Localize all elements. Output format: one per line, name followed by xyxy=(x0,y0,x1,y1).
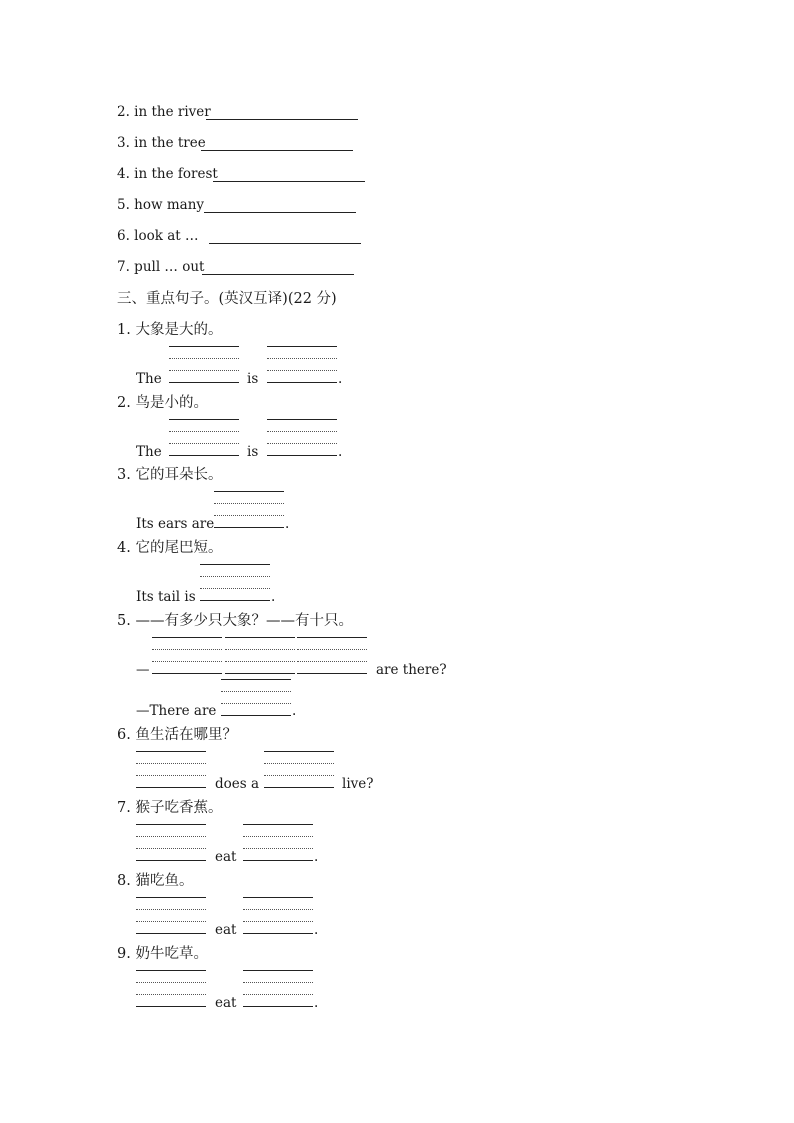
writing-line-dotted xyxy=(225,661,295,662)
writing-line-dotted xyxy=(243,921,313,922)
writing-line-dotted xyxy=(152,661,222,662)
sentence-prompt: 3. 它的耳朵长。 xyxy=(117,467,223,483)
writing-line-dotted xyxy=(243,848,313,849)
phrase-text: 3. in the tree xyxy=(117,135,206,151)
writing-line-base[interactable] xyxy=(243,933,313,934)
writing-line-dotted xyxy=(169,358,239,359)
writing-line-dotted xyxy=(169,370,239,371)
writing-line-dotted xyxy=(152,649,222,650)
sentence-word: eat xyxy=(215,922,237,938)
writing-line-dotted xyxy=(136,763,206,764)
sentence-punct: . xyxy=(292,703,297,719)
sentence-prompt: 1. 大象是大的。 xyxy=(117,322,223,338)
writing-line-dotted xyxy=(136,982,206,983)
answer-line[interactable] xyxy=(202,274,354,275)
answer-line[interactable] xyxy=(204,212,356,213)
sentence-word: —There are xyxy=(136,703,217,719)
sentence-word: eat xyxy=(215,849,237,865)
writing-line-base[interactable] xyxy=(243,1006,313,1007)
sentence-prompt: 4. 它的尾巴短。 xyxy=(117,540,223,556)
sentence-prompt: 8. 猫吃鱼。 xyxy=(117,873,194,889)
writing-line-base[interactable] xyxy=(267,455,337,456)
writing-line-base[interactable] xyxy=(243,860,313,861)
writing-line-base[interactable] xyxy=(225,673,295,674)
sentence-word: are there? xyxy=(376,662,447,678)
writing-line-dotted xyxy=(136,836,206,837)
writing-line-base[interactable] xyxy=(136,860,206,861)
writing-line-top xyxy=(136,970,206,971)
writing-line-top xyxy=(136,897,206,898)
writing-line-dotted xyxy=(136,775,206,776)
writing-line-dotted xyxy=(136,921,206,922)
writing-line-dotted xyxy=(136,848,206,849)
writing-line-dotted xyxy=(243,982,313,983)
sentence-punct: . xyxy=(271,589,276,605)
sentence-prompt: 5. ——有多少只大象？——有十只。 xyxy=(117,613,353,629)
writing-line-base[interactable] xyxy=(136,933,206,934)
sentence-word: is xyxy=(247,371,259,387)
writing-line-top xyxy=(169,346,239,347)
writing-line-dotted xyxy=(169,443,239,444)
writing-line-top xyxy=(200,564,270,565)
writing-line-top xyxy=(297,637,367,638)
writing-line-dotted xyxy=(264,775,334,776)
sentence-prompt: 9. 奶牛吃草。 xyxy=(117,946,208,962)
writing-line-base[interactable] xyxy=(267,382,337,383)
writing-line-top xyxy=(136,824,206,825)
writing-line-dotted xyxy=(136,909,206,910)
writing-line-base[interactable] xyxy=(136,1006,206,1007)
writing-line-dotted xyxy=(267,358,337,359)
writing-line-top xyxy=(225,637,295,638)
sentence-word: is xyxy=(247,444,259,460)
writing-line-dotted xyxy=(243,909,313,910)
sentence-word: The xyxy=(136,371,162,387)
writing-line-base[interactable] xyxy=(169,455,239,456)
phrase-text: 7. pull … out xyxy=(117,259,205,275)
sentence-word: eat xyxy=(215,995,237,1011)
writing-line-dotted xyxy=(267,443,337,444)
sentence-punct: . xyxy=(314,995,319,1011)
writing-line-top xyxy=(221,679,291,680)
sentence-punct: . xyxy=(338,444,343,460)
writing-line-top xyxy=(214,491,284,492)
writing-line-top xyxy=(136,751,206,752)
writing-line-top xyxy=(267,419,337,420)
sentence-punct: . xyxy=(338,371,343,387)
writing-line-base[interactable] xyxy=(264,787,334,788)
writing-line-dotted xyxy=(221,703,291,704)
writing-line-base[interactable] xyxy=(221,715,291,716)
writing-line-dotted xyxy=(267,431,337,432)
writing-line-base[interactable] xyxy=(136,787,206,788)
writing-line-dotted xyxy=(264,763,334,764)
writing-line-dotted xyxy=(243,836,313,837)
answer-line[interactable] xyxy=(213,181,365,182)
writing-line-top xyxy=(169,419,239,420)
sentence-word: does a xyxy=(215,776,260,792)
writing-line-dotted xyxy=(200,576,270,577)
writing-line-dotted xyxy=(169,431,239,432)
answer-line[interactable] xyxy=(206,119,358,120)
writing-line-dotted xyxy=(214,503,284,504)
answer-line[interactable] xyxy=(201,150,353,151)
writing-line-top xyxy=(243,824,313,825)
writing-line-base[interactable] xyxy=(169,382,239,383)
writing-line-dotted xyxy=(221,691,291,692)
writing-line-base[interactable] xyxy=(200,600,270,601)
sentence-punct: . xyxy=(285,516,290,532)
writing-line-dotted xyxy=(297,661,367,662)
sentence-prompt: 2. 鸟是小的。 xyxy=(117,395,208,411)
sentence-word: The xyxy=(136,444,162,460)
section-title: 三、重点句子。(英汉互译)(22 分) xyxy=(117,291,337,307)
writing-line-top xyxy=(152,637,222,638)
writing-line-dotted xyxy=(225,649,295,650)
sentence-prompt: 7. 猴子吃香蕉。 xyxy=(117,800,223,816)
sentence-word: live? xyxy=(342,776,374,792)
writing-line-dotted xyxy=(243,994,313,995)
writing-line-top xyxy=(264,751,334,752)
writing-line-base[interactable] xyxy=(297,673,367,674)
writing-line-dotted xyxy=(214,515,284,516)
sentence-word: Its ears are xyxy=(136,516,215,532)
sentence-punct: . xyxy=(314,849,319,865)
phrase-text: 6. look at … xyxy=(117,228,199,244)
writing-line-top xyxy=(243,897,313,898)
phrase-text: 2. in the river xyxy=(117,104,211,120)
writing-line-dotted xyxy=(136,994,206,995)
writing-line-top xyxy=(267,346,337,347)
writing-line-dotted xyxy=(297,649,367,650)
sentence-prompt: 6. 鱼生活在哪里？ xyxy=(117,727,237,743)
sentence-word: — xyxy=(136,662,150,678)
sentence-punct: . xyxy=(314,922,319,938)
writing-line-base[interactable] xyxy=(214,527,284,528)
answer-line[interactable] xyxy=(209,243,361,244)
writing-line-top xyxy=(243,970,313,971)
phrase-text: 4. in the forest xyxy=(117,166,218,182)
writing-line-dotted xyxy=(200,588,270,589)
writing-line-base[interactable] xyxy=(152,673,222,674)
phrase-text: 5. how many xyxy=(117,197,205,213)
sentence-word: Its tail is xyxy=(136,589,196,605)
writing-line-dotted xyxy=(267,370,337,371)
